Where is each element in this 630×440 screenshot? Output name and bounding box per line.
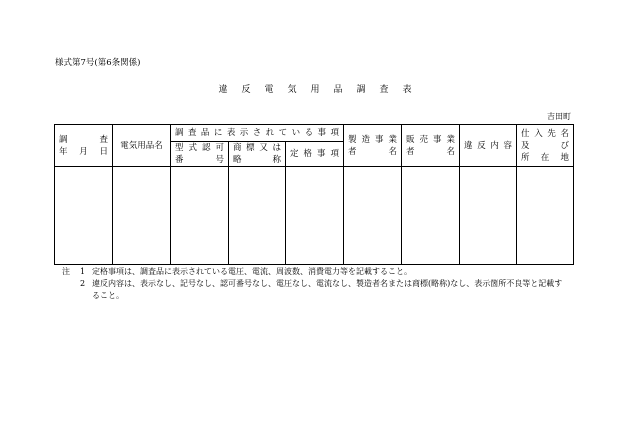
note-2	[62, 278, 572, 302]
document-title: 違反電気用品調査表	[218, 85, 426, 95]
cell-type-approval[interactable]	[171, 167, 229, 265]
cell-rating[interactable]	[286, 167, 344, 265]
form-number: 様式第7号(第6条関係)	[55, 58, 141, 68]
header-manufacturer: 製造事業 者名	[344, 125, 402, 167]
note-number: 2	[80, 279, 86, 288]
header-trademark: 商標又は 略称	[229, 142, 286, 167]
note-1	[62, 266, 412, 278]
town-name: 吉田町	[547, 112, 571, 121]
cell-product-name[interactable]	[113, 167, 171, 265]
header-violation: 違反内容	[460, 125, 517, 167]
header-seller: 販売事業 者名	[402, 125, 460, 167]
header-supplier: 仕入先名 及び 所在地	[517, 125, 574, 167]
cell-manufacturer[interactable]	[344, 167, 402, 265]
cell-trademark[interactable]	[229, 167, 286, 265]
header-survey-date: 調査 年月日	[55, 125, 113, 167]
cell-survey-date[interactable]	[55, 167, 113, 265]
header-type-approval: 型式認可 番号	[171, 142, 229, 167]
cell-supplier[interactable]	[517, 167, 574, 265]
header-product-name: 電気用品名	[113, 125, 171, 167]
header-label-group: 調査品に表示されている事項	[171, 125, 344, 142]
header-rating: 定格事項	[286, 142, 344, 167]
note-number: 1	[80, 267, 86, 276]
survey-table	[54, 124, 574, 265]
note-mark: 注	[62, 267, 70, 276]
note-text: 違反内容は、表示なし、記号なし、認可番号なし、電圧なし、電流なし、製造者名または商標(略称)なし、表示箇所不良等と記載すること。	[92, 279, 563, 300]
cell-violation[interactable]	[460, 167, 517, 265]
cell-seller[interactable]	[402, 167, 460, 265]
note-text: 定格事項は、調査品に表示されている電圧、電流、周波数、消費電力等を記載すること。	[92, 267, 412, 276]
